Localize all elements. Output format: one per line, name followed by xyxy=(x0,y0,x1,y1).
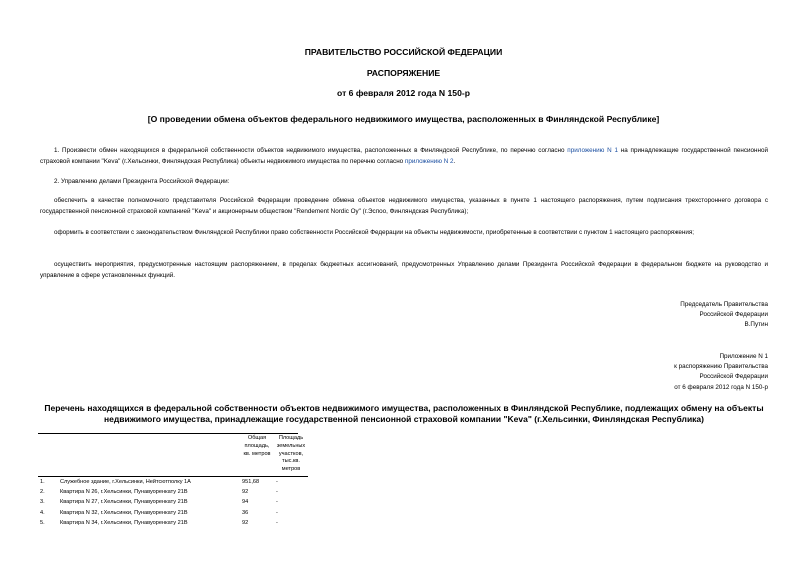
table-row xyxy=(38,476,308,487)
paragraph-1-part-a: 1. Произвести обмен находящихся в федеральной собственности объектов недвижимого имущества, расположенных в Финляндской Республике, по перечню согласно xyxy=(54,147,568,154)
row-area: 94 xyxy=(242,499,249,506)
paragraph-1 xyxy=(40,146,768,167)
table-row xyxy=(38,508,308,518)
row-name: Квартира N 26, г.Хельсинки, Пунавуоренкату 21В xyxy=(60,489,188,496)
paragraph-2: 2. Управлению делами Президента Российской Федерации: xyxy=(54,178,230,185)
row-name: Служебное здание, г.Хельсинки, Нейтсютполку 1А xyxy=(60,479,191,486)
list-title: Перечень находящихся в федеральной собственности объектов недвижимого имущества, расположенных в Финляндской Республике, подлежащих обмену на объекты недвижимого имущества, принадлежащие государственной пенсионной страховой компании "Keva" (г.Хельсинки, Финляндская Республика) xyxy=(44,403,764,424)
row-area: 92 xyxy=(242,519,249,526)
row-number: 3. xyxy=(40,499,45,506)
row-land: - xyxy=(276,499,278,506)
appendix-header xyxy=(500,352,768,393)
row-number: 4. xyxy=(40,509,45,516)
table-row xyxy=(38,487,308,497)
row-land: - xyxy=(276,509,278,516)
signature-block xyxy=(500,300,768,331)
row-land: - xyxy=(276,479,278,486)
government-name: ПРАВИТЕЛЬСТВО РОССИЙСКОЙ ФЕДЕРАЦИИ xyxy=(304,47,503,57)
signature-line-2: Российской Федерации xyxy=(699,311,768,319)
document-date: от 6 февраля 2012 года N 150-р xyxy=(337,88,470,98)
appendix-line-2: к распоряжению Правительства xyxy=(674,363,768,371)
table-row xyxy=(38,518,308,528)
row-land: - xyxy=(276,519,278,526)
paragraph-1-part-c: . xyxy=(453,157,456,165)
row-number: 2. xyxy=(40,489,45,496)
appendix-2-link[interactable]: приложению N 2 xyxy=(404,157,454,165)
row-area: 92 xyxy=(242,489,249,496)
document-kind: РАСПОРЯЖЕНИЕ xyxy=(366,68,441,78)
row-name: Квартира N 27, г.Хельсинки, Пунавуоренкату 21В xyxy=(60,499,188,506)
paragraph-5: осуществить мероприятия, предусмотренные настоящим распоряжением, в пределах бюджетных ассигнований, предусмотренных Управлению делами Президента Российской Федерации в федеральном бюджете на руководство и управление в сфере установленных функций. xyxy=(40,261,768,279)
paragraph-4: оформить в соответствии с законодательством Финляндской Республики право собственности Российской Федерации на объекты недвижимости, приобретенные в соответствии с пунктом 1 настоящего распоряжения; xyxy=(54,229,695,236)
row-number: 5. xyxy=(40,519,45,526)
document-title: [О проведении обмена объектов федерального недвижимого имущества, расположенных в Финляндской Республике] xyxy=(147,114,660,124)
signature-line-1: Председатель Правительства xyxy=(680,301,768,308)
signature-line-3: В.Путин xyxy=(744,321,768,329)
appendix-line-3: Российской Федерации xyxy=(699,373,768,381)
row-area: 951,68 xyxy=(242,479,260,486)
paragraph-3: обеспечить в качестве полномочного представителя Российской Федерации проведение обмена объектов недвижимого имущества, указанных в пункте 1 настоящего распоряжения, путем подписания трехстороннего договора с государственной пенсионной страховой компанией "Keva" и акционерным обществом "Rendement Nordic Oy" (г.Эспоо, Финляндская Республика); xyxy=(40,197,768,215)
col-number-header xyxy=(38,433,58,476)
row-name: Квартира N 34, г.Хельсинки, Пунавуоренкату 21В xyxy=(60,519,188,526)
row-land: - xyxy=(276,489,278,496)
table-row xyxy=(38,497,308,507)
row-number: 1. xyxy=(40,479,45,486)
paragraph-1-part-b: на принадлежащие государственной пенсионной страховой компании "Keva" (г.Хельсинки, Финляндская Республика) объекты недвижимого имущества по перечню согласно xyxy=(40,147,768,165)
col-land-header: Площадь земельных участков, тыс.кв. метров xyxy=(274,433,308,476)
table-body xyxy=(38,476,308,527)
table-header-row xyxy=(38,433,308,476)
col-area-header: Общая площадь, кв. метров xyxy=(240,433,274,476)
row-area: 36 xyxy=(242,509,249,516)
col-name-header xyxy=(58,433,240,476)
property-table xyxy=(38,433,308,528)
row-name: Квартира N 32, г.Хельсинки, Пунавуоренкату 21В xyxy=(60,509,188,516)
appendix-line-1: Приложение N 1 xyxy=(719,353,768,360)
appendix-1-link[interactable]: приложению N 1 xyxy=(567,147,618,154)
appendix-line-4: от 6 февраля 2012 года N 150-р xyxy=(674,383,768,391)
